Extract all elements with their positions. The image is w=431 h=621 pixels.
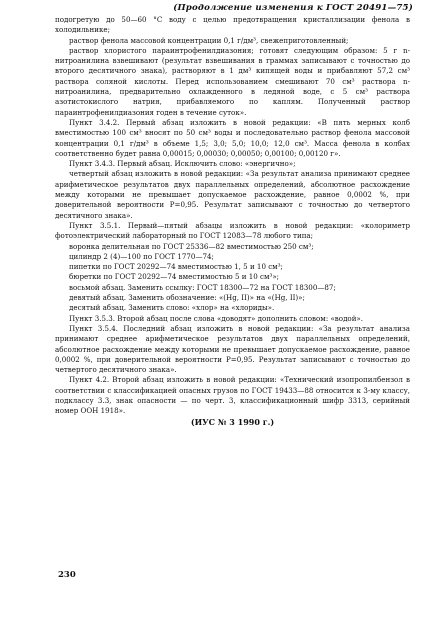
paragraph: раствор хлористого параинтрофенилдиазония; готовят следующим образом: 5 г n-нитроанилина взвешивают (результат взвешивания в граммах записывают с точностью до второго десятичного знака), растворяют в 1 дм³ кипящей воды и прибавляют 57,2 см³ раствора соляной кислоты. Перед использованием смешивают 70 см³ раствора n-нитроанилина, предварительно охлажденного в ледяной воде, с 5 см³ раствора азотистокислого натрия, прибавляемого по каплям. Полученный раствор параинтрофенилдиазония годен в течение суток».: [55, 45, 410, 117]
paragraph: четвертый абзац изложить в новой редакции: «За результат анализа принимают среднее арифметическое результатов двух параллельных определений, абсолютное расхождение между которыми не превышает допускаемое расхождение, равное 0,0002 %, при доверительной вероятности P=0,95. Результат записывают с точностью до четвертого десятичного знака».: [55, 169, 410, 220]
paragraph: Пункт 3.5.3. Второй абзац после слова «доводят» дополнить словом: «водой».: [69, 313, 364, 323]
paragraph: пипетки по ГОСТ 20292—74 вместимостью 1, 5 и 10 см³;: [69, 262, 283, 272]
paragraph: подогретую до 50—60 °С воду с целью предотвращения кристаллизации фенола в холодильнике;: [55, 15, 410, 35]
page-number: 230: [58, 570, 76, 580]
paragraph: девятый абзац. Заменить обозначение: «(Hg, II)» на «(Hg, II)»;: [69, 293, 305, 303]
paragraph: раствор фенола массовой концентрации 0,1 г/дм³, свежеприготовленный;: [69, 35, 349, 45]
paragraph: Пункт 3.5.1. Первый—пятый абзацы изложить в новой редакции: «колориметр фотоэлектрический лабораторный по ГОСТ 12083—78 любого типа;: [55, 220, 410, 241]
running-header: (Продолжение изменения к ГОСТ 20491—75): [173, 3, 413, 13]
paragraph: восьмой абзац. Заменить ссылку: ГОСТ 18300—72 на ГОСТ 18300—87;: [69, 282, 336, 292]
paragraph: бюретки по ГОСТ 20292—74 вместимостью 5 и 10 см³»;: [69, 272, 280, 282]
paragraph: воронка делительная по ГОСТ 25336—82 вместимостью 250 см³;: [69, 241, 314, 251]
paragraph: Пункт 3.4.2. Первый абзац изложить в новой редакции: «В пять мерных колб вместимостью 100 см³ вносят по 50 см³ воды и последовательно раствор фенола массовой концентрации 0,1 г/дм³ в объеме 1,5; 3,0; 5,0; 10,0; 12,0 см³. Масса фенола в колбах соответственно будет равна 0,00015; 0,00030; 0,00050; 0,00100; 0,00120 г».: [55, 117, 410, 158]
paragraph: Пункт 3.5.4. Последний абзац изложить в новой редакции: «За результат анализа принимают среднее арифметическое результатов двух параллельных определений, абсолютное расхождение между которыми не превышает допускаемое расхождение, равное 0,0002 %, при доверительной вероятности P=0,95. Результат записывают с точностью до четвертого десятичного знака».: [55, 323, 410, 375]
paragraph: Пункт 4.2. Второй абзац изложить в новой редакции: «Технический изопропилбензол в соответствии с классификацией опасных грузов по ГОСТ 19433—88 относится к 3-му классу, подклассу 3.3, знак опасности — по черт. 3, классификационный шифр 3313, серийный номер ООН 1918».: [55, 375, 410, 416]
paragraph: цилиндр 2 (4)—100 по ГОСТ 1770—74;: [69, 251, 214, 261]
document-body: [55, 15, 410, 427]
source-reference: (ИУС № 3 1990 г.): [190, 416, 275, 427]
paragraph: десятый абзац. Заменить слово: «хлор» на «хлориды».: [69, 303, 275, 313]
paragraph: Пункт 3.4.3. Первый абзац. Исключить слово: «энергично»;: [69, 159, 296, 169]
